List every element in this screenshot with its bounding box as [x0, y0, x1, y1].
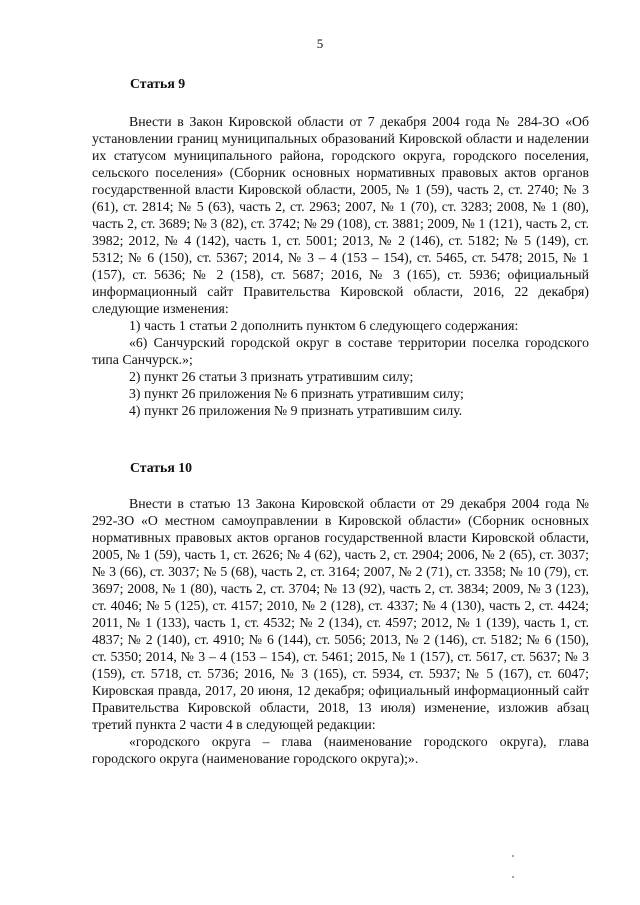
article-10-heading: Статья 10 [130, 460, 193, 475]
scan-speck [512, 876, 514, 878]
article-9-intro: Внести в Закон Кировской области от 7 декабря 2004 года № 284-ЗО «Об установлении границ муниципальных образований Кировской области и наделении их статусом муниципального района, городского округа, городского поселения, сельского поселения» (Сборник основных нормативных правовых актов органов государственной власти Кировской области, 2005, № 1 (59), часть 2, ст. 2740; № 3 (61), ст. 2814; № 5 (63), часть 2, ст. 2963; 2007, № 1 (70), ст. 3283; 2008, № 1 (80), часть 2, ст. 3689; № 3 (82), ст. 3742; № 29 (108), ст. 3881; 2009, № 1 (121), часть 2, ст. 3982; 2012, № 4 (142), часть 1, ст. 5001; 2013, № 2 (146), ст. 5182; № 5 (149), ст. 5312; № 6 (150), ст. 5367; 2014, № 3 – 4 (153 – 154), ст. 5465, ст. 5478; 2015, № 1 (157), ст. 5636; № 2 (158), ст. 5687; 2016, № 3 (165), ст. 5936; официальный информационный сайт Правительства Кировской области, 2016, 22 декабря) следующие изменения: [92, 114, 589, 316]
article-9-item-4: 4) пункт 26 приложения № 9 признать утратившим силу. [129, 403, 463, 418]
article-9-body [92, 113, 589, 419]
article-9-item-1-quote: «6) Санчурский городской округ в составе территории поселка городского типа Санчурск.»; [92, 335, 589, 367]
article-10-body [92, 495, 589, 767]
article-9-item-1: 1) часть 1 статьи 2 дополнить пунктом 6 следующего содержания: [129, 318, 519, 333]
page-number: 5 [316, 36, 324, 51]
scan-speck [512, 855, 514, 857]
article-9-item-3: 3) пункт 26 приложения № 6 признать утратившим силу; [129, 386, 464, 401]
article-10-quote: «городского округа – глава (наименование городского округа), глава городского округа (наименование городского округа);». [92, 734, 589, 766]
article-10-intro: Внести в статью 13 Закона Кировской области от 29 декабря 2004 года № 292-ЗО «О местном самоуправлении в Кировской области» (Сборник основных нормативных правовых актов органов государственной власти Кировской области, 2005, № 1 (59), часть 1, ст. 2626; № 4 (62), часть 2, ст. 2904; 2006, № 2 (65), ст. 3037; № 3 (66), ст. 3037; № 5 (68), часть 2, ст. 3164; 2007, № 2 (71), ст. 3358; № 10 (79), ст. 3697; 2008, № 1 (80), часть 2, ст. 3704; № 13 (92), часть 2, ст. 3834; 2009, № 3 (123), ст. 4046; № 5 (125), ст. 4157; 2010, № 2 (128), ст. 4337; № 4 (130), часть 2, ст. 4424; 2011, № 1 (133), часть 1, ст. 4532; № 2 (134), ст. 4597; 2012, № 1 (139), часть 1, ст. 4837; № 2 (140), ст. 4910; № 6 (144), ст. 5056; 2013, № 2 (146), ст. 5182; № 6 (150), ст. 5350; 2014, № 3 – 4 (153 – 154), ст. 5461; 2015, № 1 (157), ст. 5617, ст. 5637; № 3 (159), ст. 5718, ст. 5736; 2016, № 3 (165), ст. 5934, ст. 5937; № 5 (167), ст. 6047; Кировская правда, 2017, 20 июня, 12 декабря; официальный информационный сайт Правительства Кировской области, 2018, 13 июля) изменение, изложив абзац третий пункта 2 части 4 в следующей редакции: [92, 496, 589, 732]
article-9-item-2: 2) пункт 26 статьи 3 признать утратившим силу; [129, 369, 414, 384]
article-9-heading: Статья 9 [130, 76, 186, 91]
